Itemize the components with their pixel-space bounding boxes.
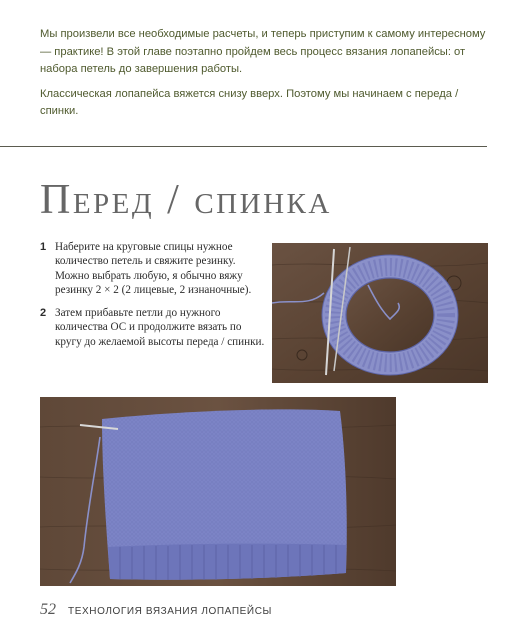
section-divider	[0, 146, 487, 147]
page-footer	[40, 601, 272, 619]
ribbing-illustration	[272, 243, 488, 383]
intro-text	[40, 26, 490, 128]
step-2	[40, 306, 265, 349]
running-title: ТЕХНОЛОГИЯ ВЯЗАНИЯ ЛОПАПЕЙСЫ	[68, 606, 272, 617]
ribbing-photo	[272, 243, 488, 383]
knitted-panel-illustration	[40, 397, 396, 586]
step-number: 2	[40, 307, 47, 320]
page-number: 52	[40, 601, 56, 618]
knitted-panel-photo	[40, 397, 396, 586]
step-number: 1	[40, 241, 47, 253]
intro-paragraph-1: Мы произвели все необходимые расчеты, и теперь приступим к самому интересному — практике! В этой главе поэтапно пройдем весь процесс вязания лопапейсы: от набора петель до завершения работы.	[40, 28, 486, 75]
steps-list	[40, 240, 265, 358]
step-text: Наберите на круговые спицы нужное количество петель и свяжите резинку. Можно выбрать любую, я обычно вяжу резинку 2 × 2 (2 лицевые, 2 изнаночные).	[55, 241, 252, 296]
step-1	[40, 240, 265, 297]
intro-paragraph-2: Классическая лопапейса вяжется снизу вверх. Поэтому мы начинаем с переда / спинки.	[40, 87, 459, 117]
section-title: Перед / спинка	[40, 177, 332, 223]
step-text: Затем прибавьте петли до нужного количества ОС и продолжите вязать по кругу до желаемой высоты переда / спинки.	[55, 307, 265, 348]
